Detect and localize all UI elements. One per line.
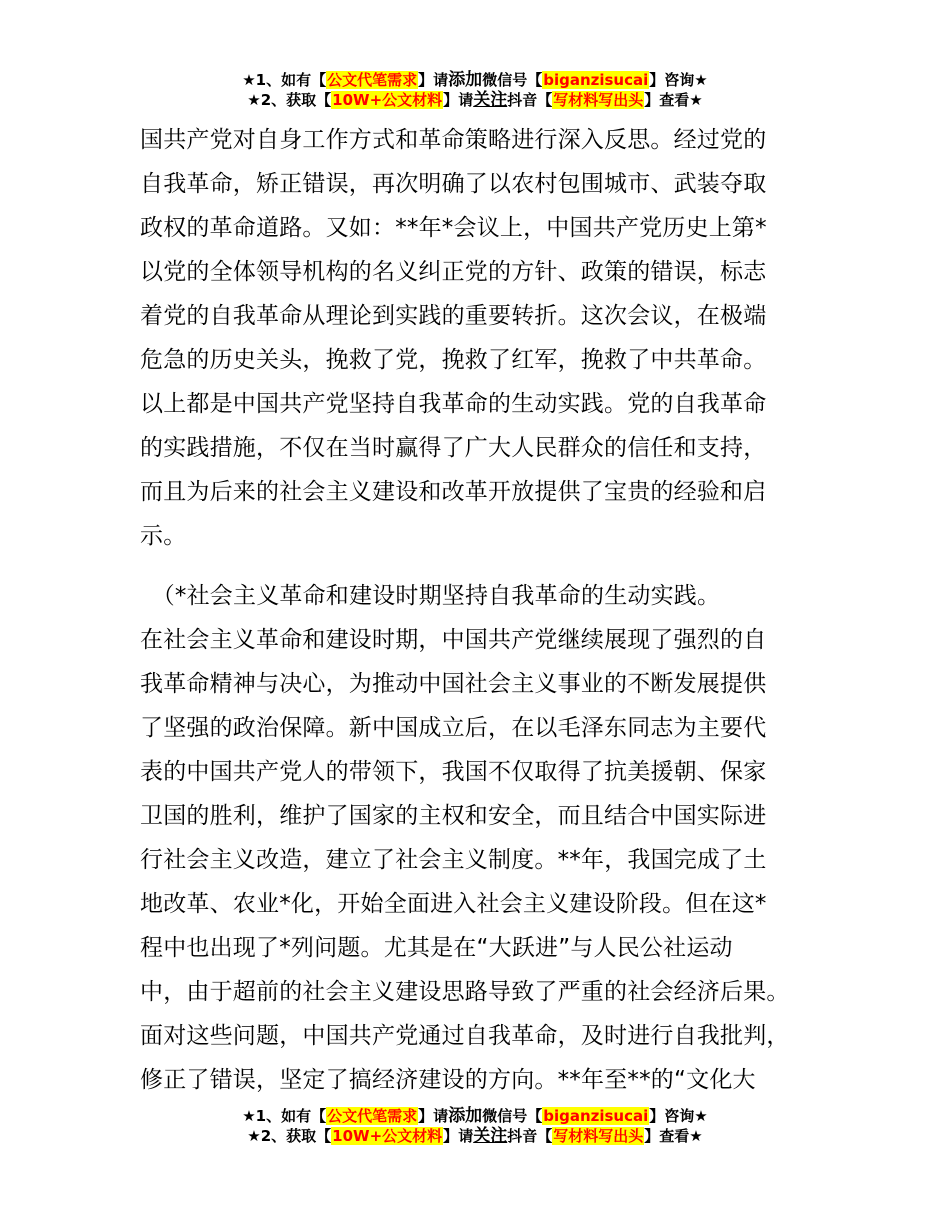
text-line: 自我革命，矫正错误，再次明确了以农村包围城市、武装夺取	[140, 171, 767, 197]
text-line: 中，由于超前的社会主义建设思路导致了严重的社会经济后果。	[140, 979, 790, 1005]
text-line: 在社会主义革命和建设时期，中国共产党继续展现了强烈的自	[140, 627, 767, 653]
highlight-service: 公文代笔需求	[327, 1107, 418, 1125]
text-line: 行社会主义改造，建立了社会主义制度。**年，我国完成了土	[140, 847, 767, 873]
text-line: 了坚强的政治保障。新中国成立后，在以毛泽东同志为主要代	[140, 715, 767, 741]
bracket: 】	[649, 71, 665, 89]
text-line: 的实践措施，不仅在当时赢得了广大人民群众的信任和支持，	[140, 435, 767, 461]
bracket: 】	[418, 1107, 434, 1125]
banner-text: ★2、获取	[247, 1127, 317, 1145]
text-line: 我革命精神与决心，为推动中国社会主义事业的不断发展提供	[140, 671, 767, 697]
text-line: 程中也出现了*列问题。尤其是在“大跃进”与人民公社运动	[140, 935, 733, 961]
banner-text: 请	[458, 91, 474, 109]
banner-emphasis: 添加	[448, 70, 483, 90]
banner-text: 查看★	[659, 91, 703, 109]
bracket: 【	[316, 1127, 332, 1145]
bracket: 】	[644, 1127, 660, 1145]
banner-text: 查看★	[659, 1127, 703, 1145]
bracket: 】	[443, 91, 459, 109]
bracket: 【	[537, 1127, 553, 1145]
text-line: （*社会主义革命和建设时期坚持自我革命的生动实践。	[140, 583, 721, 609]
paragraph-1	[140, 118, 840, 558]
footer-banner	[0, 1106, 950, 1146]
bracket: 【	[527, 71, 543, 89]
bracket: 【	[311, 71, 327, 89]
highlight-materials: 10W+公文材料	[332, 91, 443, 109]
highlight-materials: 10W+公文材料	[332, 1127, 443, 1145]
text-line: 政权的革命道路。又如：**年*会议上，中国共产党历史上第*	[140, 215, 767, 241]
highlight-douyin-account: 写材料写出头	[553, 1127, 644, 1145]
banner-text: ★1、如有	[242, 71, 312, 89]
banner-text: 微信号	[482, 71, 528, 89]
text-line: 地改革、农业*化，开始全面进入社会主义建设阶段。但在这*	[140, 891, 767, 917]
bracket: 【	[527, 1107, 543, 1125]
banner-emphasis: 关注	[473, 1126, 508, 1146]
banner-text: 请	[433, 71, 449, 89]
paragraph-2	[140, 574, 840, 1102]
highlight-wechat-id: biganzisucai	[543, 71, 649, 89]
text-line: 卫国的胜利，维护了国家的主权和安全，而且结合中国实际进	[140, 803, 767, 829]
highlight-wechat-id: biganzisucai	[543, 1107, 649, 1125]
banner-text: 抖音	[507, 1127, 538, 1145]
text-line: 而且为后来的社会主义建设和改革开放提供了宝贵的经验和启	[140, 479, 767, 505]
banner-text: ★1、如有	[242, 1107, 312, 1125]
text-line: 以党的全体领导机构的名义纠正党的方针、政策的错误，标志	[140, 259, 767, 285]
banner-emphasis: 添加	[448, 1106, 483, 1126]
text-line: 危急的历史关头，挽救了党，挽救了红军，挽救了中共革命。	[140, 347, 767, 373]
banner-text: 微信号	[482, 1107, 528, 1125]
banner-line-1	[0, 1106, 950, 1126]
document-body	[140, 118, 840, 1102]
bracket: 【	[316, 91, 332, 109]
banner-line-2	[0, 90, 950, 110]
bracket: 【	[311, 1107, 327, 1125]
bracket: 】	[443, 1127, 459, 1145]
banner-text: 咨询★	[664, 71, 708, 89]
banner-text: 咨询★	[664, 1107, 708, 1125]
bracket: 】	[649, 1107, 665, 1125]
highlight-service: 公文代笔需求	[327, 71, 418, 89]
text-line: 示。	[140, 523, 187, 549]
text-line: 表的中国共产党人的带领下，我国不仅取得了抗美援朝、保家	[140, 759, 767, 785]
banner-line-2	[0, 1126, 950, 1146]
bracket: 【	[537, 91, 553, 109]
banner-text: ★2、获取	[247, 91, 317, 109]
bracket: 】	[418, 71, 434, 89]
banner-text: 请	[458, 1127, 474, 1145]
banner-line-1	[0, 70, 950, 90]
highlight-douyin-account: 写材料写出头	[553, 91, 644, 109]
bracket: 】	[644, 91, 660, 109]
header-banner	[0, 70, 950, 110]
text-line: 面对这些问题，中国共产党通过自我革命，及时进行自我批判，	[140, 1023, 790, 1049]
text-line: 以上都是中国共产党坚持自我革命的生动实践。党的自我革命	[140, 391, 767, 417]
text-line: 修正了错误，坚定了搞经济建设的方向。**年至**的“文化大	[140, 1067, 756, 1093]
text-line: 国共产党对自身工作方式和革命策略进行深入反思。经过党的	[140, 127, 767, 153]
banner-text: 抖音	[507, 91, 538, 109]
text-line: 着党的自我革命从理论到实践的重要转折。这次会议，在极端	[140, 303, 767, 329]
banner-emphasis: 关注	[473, 90, 508, 110]
banner-text: 请	[433, 1107, 449, 1125]
paragraph-spacing	[140, 558, 840, 574]
